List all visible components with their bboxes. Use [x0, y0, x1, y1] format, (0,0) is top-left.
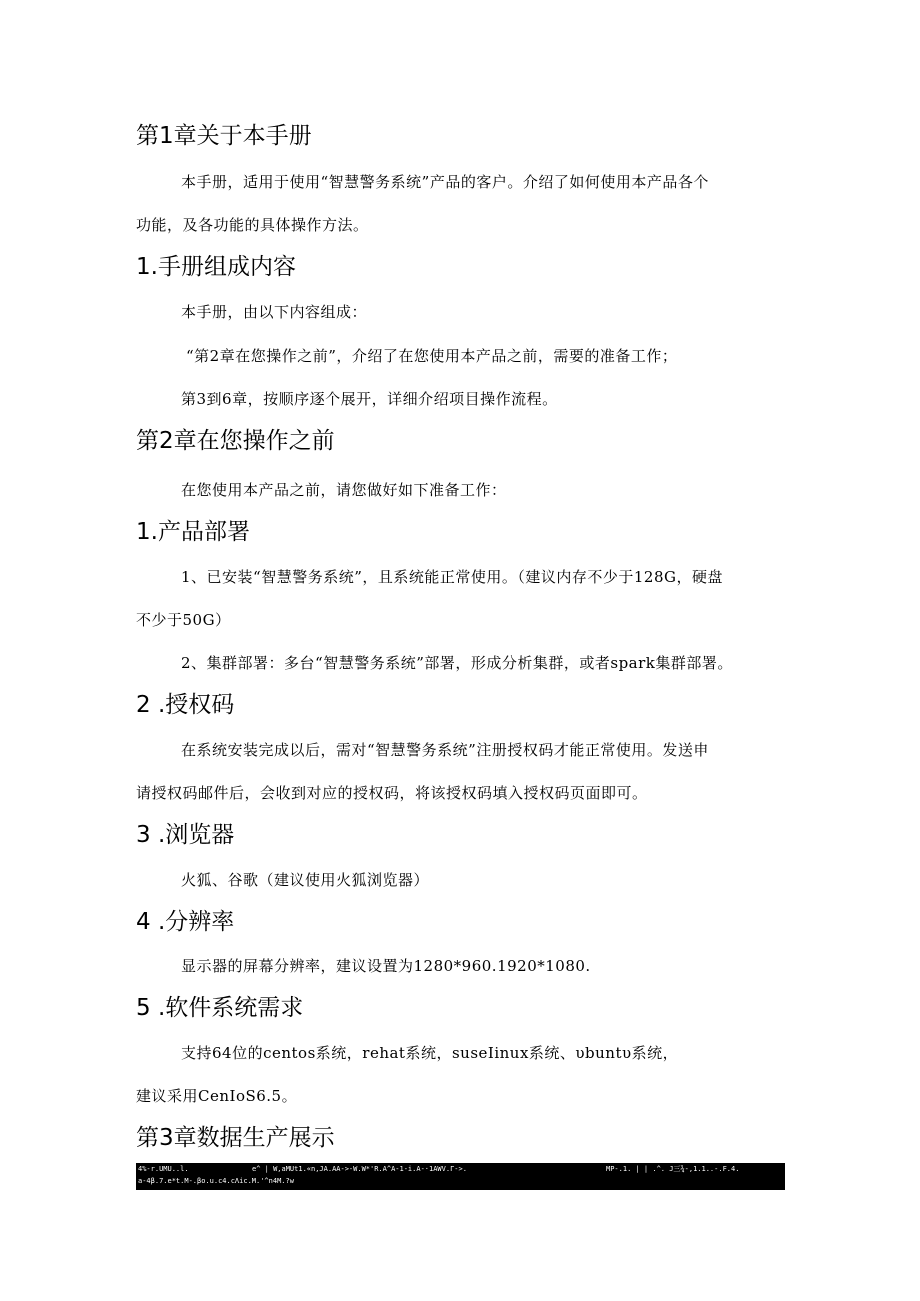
section-2-3-heading: 3 .浏览器 [136, 822, 235, 848]
section-1-1-heading: 1.手册组成内容 [136, 254, 296, 280]
section-2-5-heading: 5 .软件系统需求 [136, 995, 304, 1021]
chapter-2-heading: 第2章在您操作之前 [136, 428, 335, 454]
section-2-2-heading: 2 .授权码 [136, 692, 235, 718]
embedded-image-strip [136, 1163, 785, 1190]
chapter-3-heading: 第3章数据生产展示 [136, 1125, 335, 1151]
image-strip-text: 4%-r.UMU..l. [138, 1165, 189, 1173]
section-2-5-line-1: 支持64位的centos系统，rehat系统，suseIinux系统、υbuntυ系统， [181, 1044, 679, 1062]
section-2-5-line-2: 建议采用CenIoS6.5。 [136, 1087, 298, 1105]
image-strip-text: e^ | W,aMUt1.«n,JA.AA->-W.W*'R.A^A-1-i.A-·1AWV.Γ->. [252, 1165, 467, 1173]
chapter-2-intro: 在您使用本产品之前，请您做好如下准备工作： [181, 481, 507, 499]
image-strip-text: a-4β.7.e*t.M-.βo.u.c4.cΛic.M.'^n4M.?w [138, 1177, 294, 1185]
section-2-3-line-1: 火狐、谷歌（建议使用火狐浏览器） [181, 871, 430, 889]
section-2-2-line-1: 在系统安装完成以后，需对“智慧警务系统”注册授权码才能正常使用。发送申 [181, 741, 709, 759]
section-2-4-line-1: 显示器的屏幕分辨率，建议设置为1280*960.1920*1080. [181, 957, 591, 975]
section-2-1-line-1: 1、已安装“智慧警务系统”，且系统能正常使用。（建议内存不少于128G，硬盘 [181, 568, 723, 586]
chapter-1-heading: 第1章关于本手册 [136, 123, 312, 149]
chapter-1-intro-line-1: 本手册，适用于使用“智慧警务系统”产品的客户。介绍了如何使用本产品各个 [181, 173, 709, 191]
chapter-1-intro-line-2: 功能，及各功能的具体操作方法。 [136, 216, 369, 234]
section-1-1-line-3: 第3到6章，按顺序逐个展开，详细介绍项目操作流程。 [181, 390, 558, 408]
section-1-1-line-1: 本手册，由以下内容组成： [181, 303, 368, 321]
section-2-1-heading: 1.产品部署 [136, 519, 250, 545]
image-strip-text: MP-.1. | | .^. J三¾-,1.1..-.F.4. [606, 1165, 740, 1173]
section-2-2-line-2: 请授权码邮件后，会收到对应的授权码，将该授权码填入授权码页面即可。 [136, 784, 648, 802]
section-2-4-heading: 4 .分辨率 [136, 909, 235, 935]
section-2-1-line-3: 2、集群部署：多台“智慧警务系统”部署，形成分析集群，或者spark集群部署。 [181, 654, 733, 672]
section-2-1-line-2: 不少于50G） [136, 611, 231, 629]
section-1-1-line-2: “第2章在您操作之前”，介绍了在您使用本产品之前，需要的准备工作； [186, 347, 678, 365]
